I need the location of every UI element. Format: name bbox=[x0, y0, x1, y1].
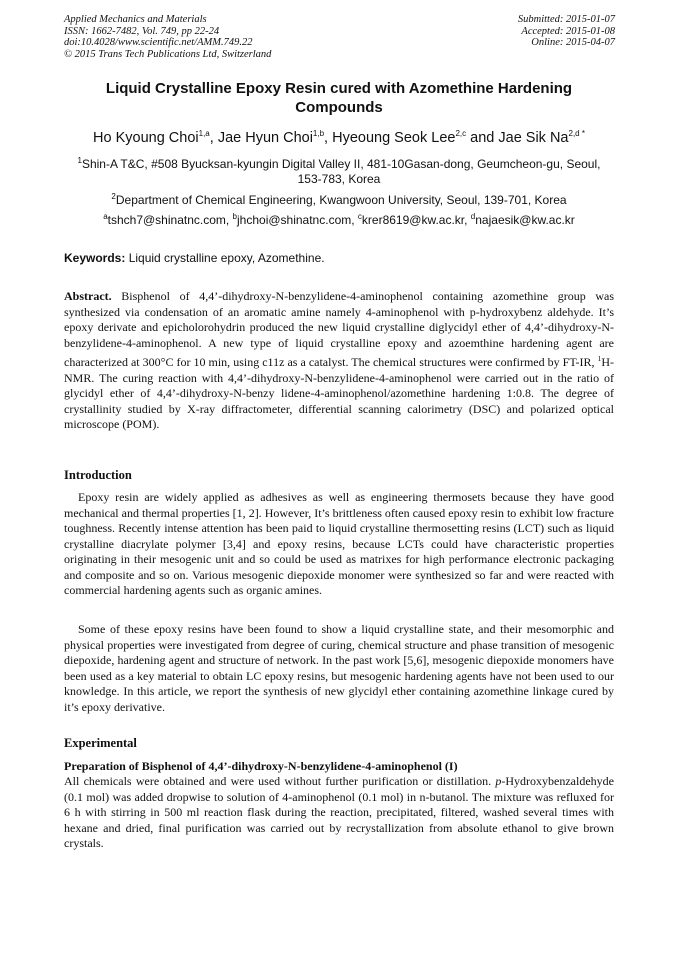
submitted-date: Submitted: 2015-01-07 bbox=[517, 14, 615, 25]
author-separator: and bbox=[466, 130, 499, 146]
experimental-text: All chemicals were obtained and were used without further purification or distillation. bbox=[64, 774, 496, 788]
author-affiliation-mark: 1,a bbox=[198, 129, 210, 139]
journal-doi: doi:10.4028/www.scientific.net/AMM.749.22 bbox=[64, 37, 253, 48]
accepted-date: Accepted: 2015-01-08 bbox=[521, 25, 615, 37]
author-separator: , bbox=[324, 130, 333, 146]
email-mark: d bbox=[470, 212, 476, 221]
affiliation-mark: 2 bbox=[111, 192, 116, 201]
introduction-paragraph-1: Epoxy resin are widely applied as adhesives as well as engineering thermosets because they have good mechanical and thermal properties [1, 2]. However, It’s brittleness often caused epoxy resin to exhibit low fracture toughness. Recently intense attention has been paid to liquid crystalline thermosetting resins (LCT) such as liquid crystalline diacrylate polymer [3,4] and epoxy resins, because LCTs could have characteristic properties originating in their mesogenic unit and so could be used as matrixes for high performance electronic packaging and composite and so on. Various mesogenic diepoxide monomer were synthesized so far and were reacted with commercial hardening agents such as organic amines. bbox=[64, 490, 614, 597]
author-emails bbox=[64, 213, 614, 228]
keywords-text: Liquid crystalline epoxy, Azomethine. bbox=[125, 251, 325, 265]
online-date: Online: 2015-04-07 bbox=[531, 37, 615, 48]
affiliation-text: Shin-A T&C, #508 Byucksan-kyungin Digital Valley II, 481-10Gasan-dong, Geumcheon-gu, Seoul, 153-783, Korea bbox=[81, 157, 601, 186]
keywords bbox=[64, 251, 614, 266]
author-name: Jae Hyun Choi bbox=[217, 130, 313, 146]
author-affiliation-mark: 2,d * bbox=[568, 129, 585, 139]
email-address: najaesik@kw.ac.kr bbox=[475, 213, 575, 227]
affiliation-1 bbox=[64, 157, 614, 187]
keywords-label: Keywords: bbox=[64, 251, 126, 265]
submission-dates bbox=[415, 14, 615, 49]
affiliation-text: Department of Chemical Engineering, Kwangwoon University, Seoul, 139-701, Korea bbox=[115, 193, 567, 207]
paper-title: Liquid Crystalline Epoxy Resin cured with Azomethine Hardening Compounds bbox=[105, 80, 573, 116]
author-affiliation-mark: 1,b bbox=[312, 129, 325, 139]
author-separator: , bbox=[209, 130, 218, 146]
journal-info bbox=[64, 14, 364, 60]
journal-name: Applied Mechanics and Materials bbox=[64, 14, 207, 25]
nmr-superscript: 1 bbox=[597, 354, 602, 363]
abstract bbox=[64, 289, 614, 433]
abstract-label: Abstract. bbox=[64, 289, 112, 303]
author-name: Jae Sik Na bbox=[498, 130, 569, 146]
email-mark: a bbox=[103, 212, 108, 221]
experimental-text-continued: -Hydroxybenzaldehyde (0.1 mol) was added dropwise to solution of 4-aminophenol (0.1 mol) in n-butanol. The mixture was refluxed for 6 h with stirring in 500 ml reaction flask during the reaction, precipitated, filtered, washed several times with hexane and dried, final purification was carried out by recrystallization from absolute ethanol to give brown crystals. bbox=[64, 774, 614, 850]
affiliation-2 bbox=[64, 193, 614, 208]
email-address: krer8619@kw.ac.kr, bbox=[361, 213, 471, 227]
email-mark: b bbox=[232, 212, 237, 221]
author-name: Hyeoung Seok Lee bbox=[332, 130, 456, 146]
email-address: jhchoi@shinatnc.com, bbox=[237, 213, 358, 227]
experimental-paragraph bbox=[64, 774, 614, 852]
journal-issn: ISSN: 1662-7482, Vol. 749, pp 22-24 bbox=[64, 25, 220, 37]
author-affiliation-mark: 2,c bbox=[455, 129, 467, 139]
abstract-text: Bisphenol of 4,4’-dihydroxy-N-benzylidene-4-aminophenol containing azomethine group was synthesized via condensation of an aromatic amine namely 4-aminophenol with p-hydroxybenz aldehyde. It’s epoxy derivate and epicholorohydrin produced the new liquid crystalline diglycidyl ether of 4,4’-dihydroxy-N-benzylidene-4-aminophenol. A new type of liquid crystalline epoxy and azoemthine hardening agent are characterized at 300°C for 10 min, using c11z as a catalyst. The chemical structures were confirmed by FT-IR, bbox=[64, 289, 614, 369]
introduction-paragraph-2: Some of these epoxy resins have been found to show a liquid crystalline state, and their mesomorphic and physical properties were investigated from degree of curing, chemical structure and phase transition of mesogenic diepoxide, hardening agent and structure of network. In the past work [5,6], mesogenic diepoxide monomers have been used as a key material to obtain LC epoxy resins, but mesogenic hardening agents have not been used to our knowledge. In this article, we report the synthesis of new glycidyl ether containing azomethine linkage cured by it’s epoxy derivative. bbox=[64, 622, 614, 714]
author-list bbox=[40, 129, 638, 147]
abstract-text-continued: H-NMR. The curing reaction with 4,4’-dihydroxy-N-benzylidene-4-aminophenol were carried out in the ratio of glycidyl ether of 4,4’-dihydroxy-N-benzy lidene-4-aminophenol/azomethine hardening 1:0.8. The degree of crystallinity studied by X-ray diffractometer, differential scanning calorimetry (DSC) and polarized optical microscope (POM). bbox=[64, 355, 614, 431]
email-address: tshch7@shinatnc.com, bbox=[107, 213, 233, 227]
journal-copyright: © 2015 Trans Tech Publications Ltd, Switzerland bbox=[64, 48, 272, 60]
email-mark: c bbox=[357, 212, 362, 221]
introduction-heading: Introduction bbox=[64, 468, 132, 482]
author-name: Ho Kyoung Choi bbox=[93, 130, 199, 146]
preparation-subheading: Preparation of Bisphenol of 4,4’-dihydroxy-N-benzylidene-4-aminophenol (I) bbox=[64, 759, 458, 773]
experimental-heading: Experimental bbox=[64, 736, 137, 750]
para-prefix-italic: p bbox=[495, 774, 502, 788]
affiliation-mark: 1 bbox=[77, 156, 82, 165]
